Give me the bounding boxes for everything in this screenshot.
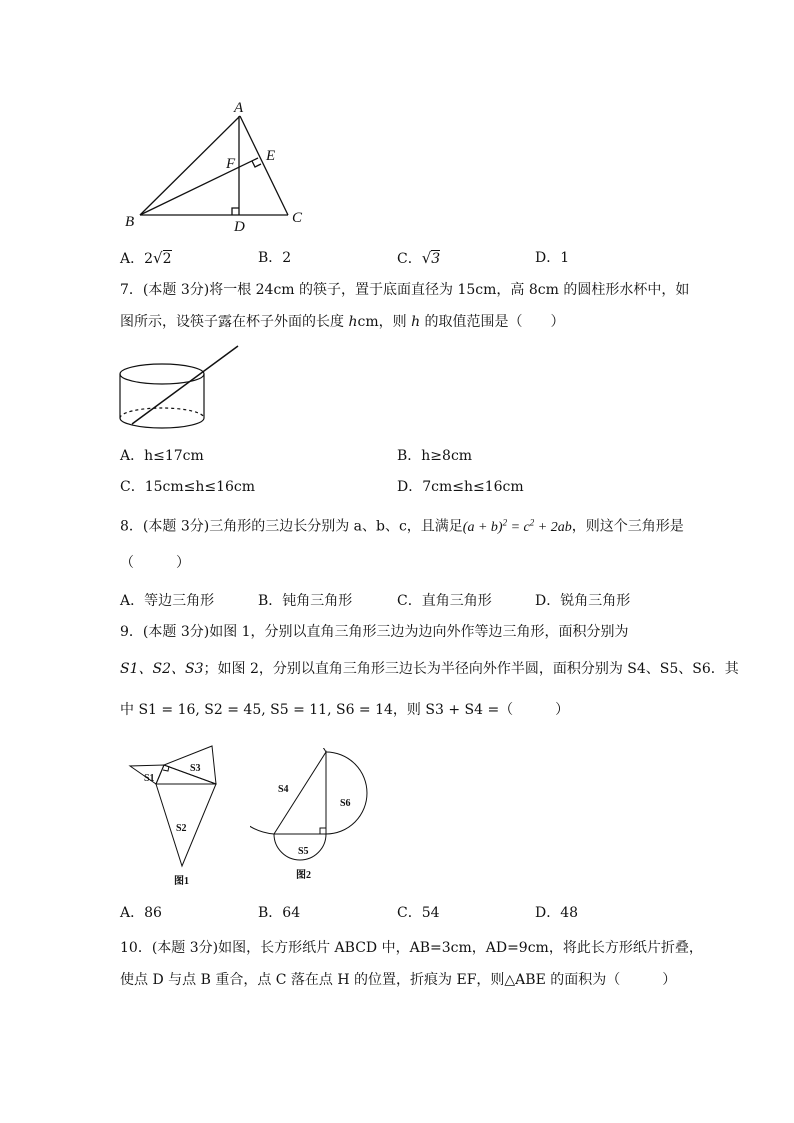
q8-option-d: D．锐角三角形 <box>535 593 631 609</box>
q6-option-c: C．√3 <box>397 249 441 267</box>
q10-text-line2: 使点 D 与点 B 重合，点 C 落在点 H 的位置，折痕为 EF，则△ABE 的面积为（ ） <box>120 972 677 988</box>
label-D: D <box>234 219 245 235</box>
label-F: F <box>226 156 236 172</box>
cup-bottom-back <box>120 408 204 418</box>
q9-text-line2: S1、S2、S3；如图 2，分别以直角三角形三边长为半径向外作半圆，面积分别为 S4、S5、S6．其 <box>120 661 739 677</box>
q6-option-b: B．2 <box>258 250 292 266</box>
figure2-q9 <box>250 748 374 882</box>
q8-option-c: C．直角三角形 <box>397 593 492 609</box>
fig2-label-s4: S4 <box>278 784 289 795</box>
label-E: E <box>266 148 276 164</box>
q8-option-a: A．等边三角形 <box>120 593 215 609</box>
fig1-caption: 图1 <box>174 876 189 887</box>
triangle-figure-q6 <box>120 98 320 236</box>
q7-option-d: D．7cm≤h≤16cm <box>397 479 524 495</box>
q9-text-line1: 9．(本题 3分)如图 1，分别以直角三角形三边为边向外作等边三角形，面积分别为 <box>120 624 629 640</box>
label-B: B <box>125 214 135 230</box>
q9-option-b: B．64 <box>258 905 301 921</box>
fig2-label-s6: S6 <box>340 798 351 809</box>
semicircle-s6 <box>326 752 367 834</box>
q8-text-line1: 8．(本题 3分)三角形的三边长分别为 a、b、c，且满足$(a + b)^2 = c^2 + 2ab$，则这个三角形是 <box>120 517 684 535</box>
q6-option-d: D．1 <box>535 250 570 266</box>
label-A: A <box>234 100 244 116</box>
q7-text-line1: 7．(本题 3分)将一根 24cm 的筷子，置于底面直径为 15cm，高 8cm 的圆柱形水杯中，如 <box>120 282 690 298</box>
segment-BE <box>140 158 258 215</box>
q7-option-b: B．h≥8cm <box>397 448 473 464</box>
segment-AB <box>140 116 240 215</box>
q9-option-d: D．48 <box>535 905 579 921</box>
fig1-label-s1: S1 <box>144 773 155 784</box>
right-angle-mark-D <box>232 208 239 215</box>
q6-option-a: A．2√2 <box>120 249 172 267</box>
q8-text-line2: （ ） <box>120 555 190 571</box>
q7-option-c: C．15cm≤h≤16cm <box>120 479 256 495</box>
right-angle-mark-E <box>252 161 261 167</box>
segment-AC <box>240 116 288 215</box>
right-angle-mark-fig2 <box>320 828 326 834</box>
label-C: C <box>292 210 303 226</box>
fig2-label-s5: S5 <box>298 846 309 857</box>
cylinder-figure-q7 <box>118 344 244 430</box>
q7-text-line2: 图所示，设筷子露在杯子外面的长度 hcm，则 h 的取值范围是（ ） <box>120 314 565 330</box>
fig1-label-s2: S2 <box>176 823 187 834</box>
fig2-caption: 图2 <box>296 870 311 881</box>
q8-option-b: B．钝角三角形 <box>258 593 353 609</box>
figure1-q9 <box>124 744 228 888</box>
q10-text-line1: 10．(本题 3分)如图，长方形纸片 ABCD 中，AB=3cm，AD=9cm，将此长方形纸片折叠， <box>120 940 703 956</box>
q9-text-line3: 中 S1 = 16, S2 = 45, S5 = 11, S6 = 14，则 S3 + S4 =（ ） <box>120 702 570 718</box>
chopstick <box>132 346 238 424</box>
q9-option-c: C．54 <box>397 905 440 921</box>
fig1-label-s3: S3 <box>190 763 201 774</box>
q7-option-a: A．h≤17cm <box>120 448 204 464</box>
q9-option-a: A．86 <box>120 905 162 921</box>
